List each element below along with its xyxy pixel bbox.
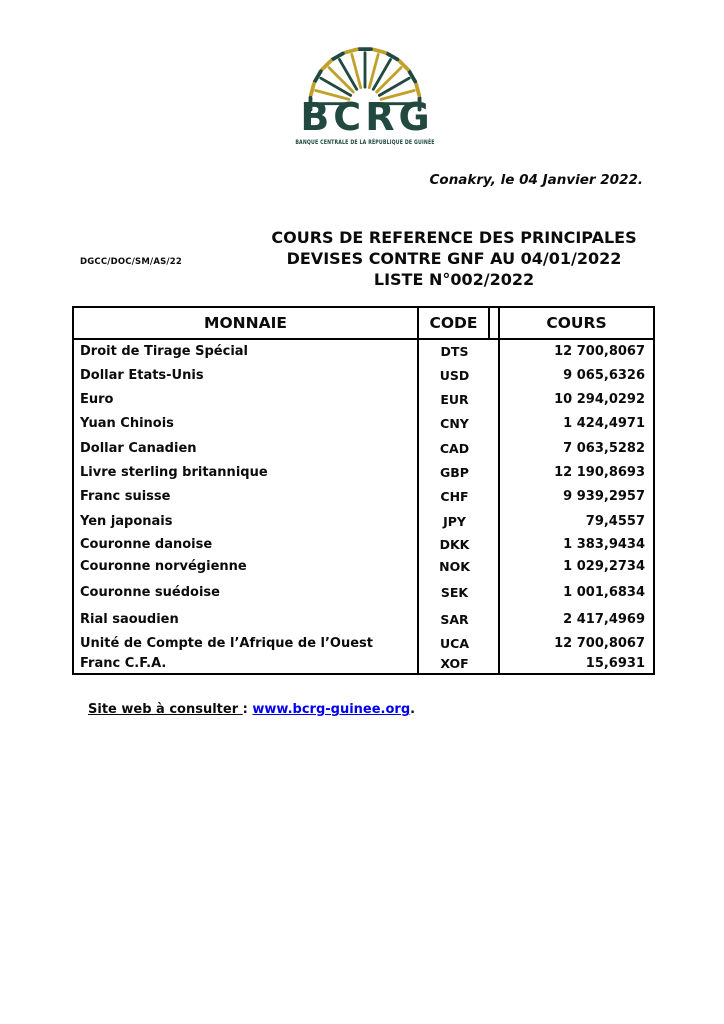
table-header-row	[74, 308, 653, 340]
column-gutter	[490, 436, 500, 460]
exchange-rate-cell: 12 700,8067	[554, 344, 645, 359]
column-gutter	[490, 606, 500, 633]
table-row	[74, 436, 653, 460]
exchange-rate-cell: 1 383,9434	[563, 536, 645, 552]
currency-name-cell: Yuan Chinois	[80, 416, 174, 431]
exchange-rate-cell: 15,6931	[585, 655, 645, 671]
exchange-rate-cell: 12 190,8693	[554, 464, 645, 480]
exchange-rate-cell: 9 065,6326	[563, 367, 645, 383]
currency-code-cell: CHF	[417, 484, 490, 509]
currency-name-cell: Yen japonais	[80, 514, 173, 529]
website-colon: :	[242, 702, 253, 717]
currency-code-cell: USD	[417, 363, 490, 387]
website-label: Site web à consulter	[88, 702, 243, 717]
exchange-rate-cell: 10 294,0292	[554, 391, 645, 407]
logo-acronym: BCRG	[300, 95, 434, 139]
column-gutter	[490, 460, 500, 484]
column-gutter	[490, 484, 500, 509]
table-row	[74, 363, 653, 387]
currency-code-cell: UCA	[417, 633, 490, 653]
column-gutter	[490, 579, 500, 606]
table-row	[74, 484, 653, 509]
currency-code-cell: GBP	[417, 460, 490, 484]
currency-name-cell: Livre sterling britannique	[80, 464, 268, 480]
title-line-2: DEVISES CONTRE GNF AU 04/01/2022	[286, 249, 622, 268]
currency-code-cell: CAD	[417, 436, 490, 460]
table-row	[74, 509, 653, 534]
currency-name-cell: Franc suisse	[80, 489, 171, 504]
currency-code-cell: CNY	[417, 411, 490, 436]
currency-code-cell: NOK	[417, 554, 490, 579]
document-reference: DGCC/DOC/SM/AS/22	[80, 257, 182, 267]
table-row	[74, 633, 653, 653]
column-gutter	[490, 554, 500, 579]
table-row	[74, 460, 653, 484]
bcrg-logo	[242, 42, 488, 146]
logo-tagline: BANQUE CENTRALE DE LA RÉPUBLIQUE DE GUINÉE	[295, 138, 435, 146]
currency-name-cell: Couronne norvégienne	[80, 559, 247, 574]
currency-name-cell: Droit de Tirage Spécial	[80, 344, 249, 359]
column-gutter	[490, 653, 500, 673]
column-gutter	[490, 308, 500, 338]
date-line: Conakry, le 04 Janvier 2022.	[429, 172, 643, 188]
exchange-rate-cell: 2 417,4969	[563, 612, 645, 627]
website-line	[88, 702, 415, 717]
table-row	[74, 534, 653, 554]
table-row	[74, 387, 653, 411]
currency-name-cell: Dollar Etats-Unis	[80, 367, 204, 383]
currency-code-cell: SEK	[417, 579, 490, 606]
table-row	[74, 606, 653, 633]
currency-name-cell: Unité de Compte de l’Afrique de l’Ouest	[80, 635, 374, 651]
table-row	[74, 653, 653, 673]
exchange-rate-cell: 1 001,6834	[563, 585, 645, 600]
currency-name-cell: Franc C.F.A.	[80, 655, 167, 671]
currency-name-cell: Euro	[80, 391, 114, 407]
currency-name-cell: Dollar Canadien	[80, 440, 197, 456]
title-line-3: LISTE N°002/2022	[373, 270, 535, 289]
column-gutter	[490, 340, 500, 363]
page-title	[238, 227, 670, 290]
website-period: .	[410, 702, 416, 717]
currency-name-cell: Rial saoudien	[80, 612, 179, 627]
exchange-rate-cell: 12 700,8067	[554, 635, 645, 651]
header-rate: COURS	[546, 314, 607, 332]
column-gutter	[490, 509, 500, 534]
table-row	[74, 340, 653, 363]
currency-code-cell: XOF	[417, 653, 490, 673]
table-row	[74, 554, 653, 579]
currency-code-cell: DKK	[417, 534, 490, 554]
website-link[interactable]: www.bcrg-guinee.org	[252, 702, 411, 717]
currency-code-cell: DTS	[417, 340, 490, 363]
header-currency: MONNAIE	[204, 314, 287, 332]
currency-code-cell: JPY	[417, 509, 490, 534]
exchange-rate-cell: 79,4557	[585, 514, 645, 529]
exchange-rate-cell: 1 029,2734	[563, 559, 645, 574]
currency-name-cell: Couronne suédoise	[80, 585, 220, 600]
currency-code-cell: EUR	[417, 387, 490, 411]
column-gutter	[490, 387, 500, 411]
header-code: CODE	[417, 308, 490, 338]
currency-name-cell: Couronne danoise	[80, 536, 213, 552]
title-line-1: COURS DE REFERENCE DES PRINCIPALES	[271, 228, 637, 247]
column-gutter	[490, 633, 500, 653]
table-row	[74, 411, 653, 436]
column-gutter	[490, 534, 500, 554]
table-body	[74, 340, 653, 673]
rates-table	[72, 306, 655, 675]
table-row	[74, 579, 653, 606]
exchange-rate-cell: 7 063,5282	[563, 440, 645, 456]
exchange-rate-cell: 9 939,2957	[563, 489, 645, 504]
currency-code-cell: SAR	[417, 606, 490, 633]
column-gutter	[490, 411, 500, 436]
exchange-rate-cell: 1 424,4971	[563, 416, 645, 431]
column-gutter	[490, 363, 500, 387]
